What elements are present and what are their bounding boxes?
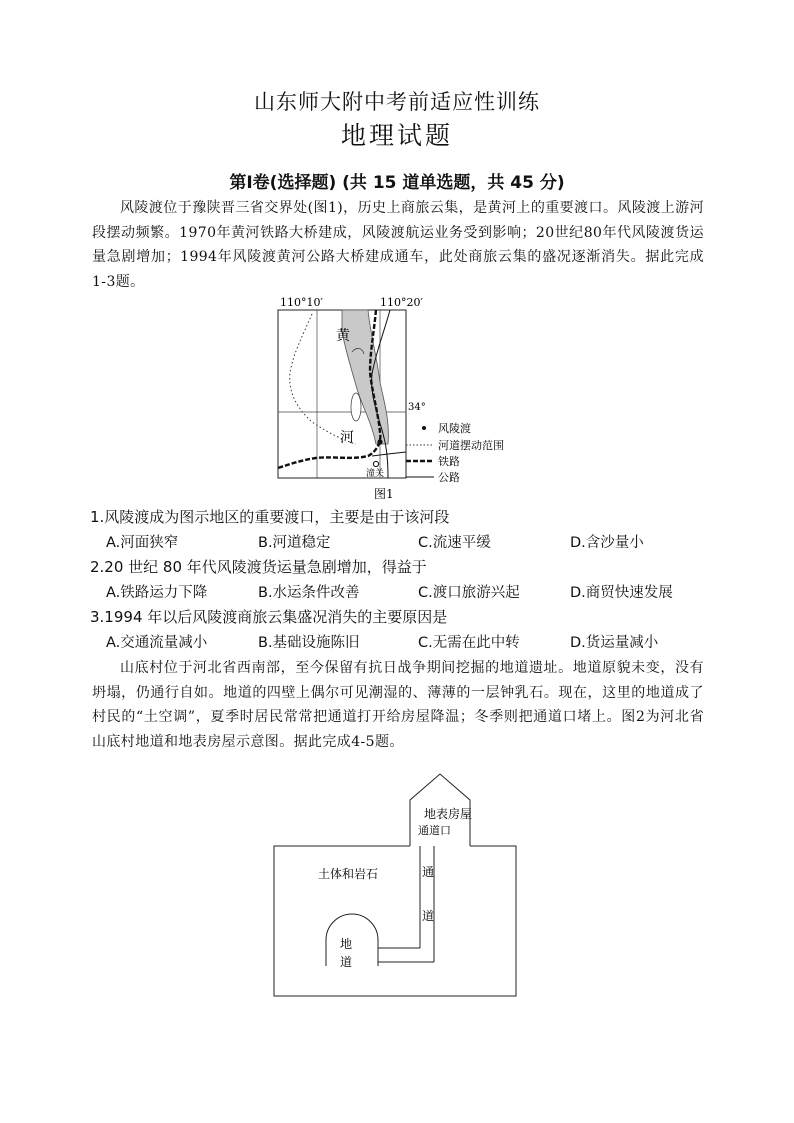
passage-label-1: 通 — [422, 865, 435, 879]
q2-option-c[interactable]: C.渡口旅游兴起 — [418, 585, 520, 601]
passage-1: 风陵渡位于豫陕晋三省交界处(图1)，历史上商旅云集，是黄河上的重要渡口。风陵渡上游河段摆动频繁。1970年黄河铁路大桥建成，风陵渡航运业务受到影响；20世纪80年代风陵渡货运量急剧增加；1994年风陵渡黄河公路大桥建成通车，此处商旅云集的盛况逐渐消失。据此完成1-3题。 — [92, 200, 704, 290]
tongguan-label: 潼关 — [366, 469, 385, 479]
lon-label-left: 110°10′ — [280, 296, 323, 309]
question-2-stem: 2.20 世纪 80 年代风陵渡货运量急剧增加，得益于 — [90, 558, 427, 576]
q3-option-b[interactable]: B.基础设施陈旧 — [258, 635, 360, 651]
lat-label: 34° — [408, 402, 426, 413]
q1-option-b[interactable]: B.河道稳定 — [258, 535, 331, 551]
house-label: 地表房屋 — [424, 807, 473, 821]
q3-option-a[interactable]: A.交通流量减小 — [106, 635, 208, 651]
soil-label: 土体和岩石 — [318, 867, 379, 881]
passage-label-2: 道 — [422, 909, 435, 923]
q1-option-a[interactable]: A.河面狭窄 — [106, 535, 179, 551]
tongguan-point — [373, 461, 378, 466]
legend-swing-label: 河道摆动范围 — [438, 439, 504, 452]
q2-option-d[interactable]: D.商贸快速发展 — [570, 585, 673, 601]
entrance-label: 通道口 — [418, 824, 451, 837]
question-1-stem: 1.风陵渡成为图示地区的重要渡口，主要是由于该河段 — [90, 508, 450, 526]
legend-ferry-label: 风陵渡 — [438, 422, 471, 435]
tunnel-label-1: 地 — [340, 937, 353, 951]
exam-school-title: 山东师大附中考前适应性训练 — [254, 90, 540, 114]
legend-ferry-icon — [422, 426, 426, 430]
river-name-huang: 黄 — [336, 328, 350, 344]
q1-option-d[interactable]: D.含沙量小 — [570, 535, 644, 551]
question-3-stem: 3.1994 年以后风陵渡商旅云集盛况消失的主要原因是 — [90, 608, 448, 626]
lon-label-right: 110°20′ — [380, 296, 423, 309]
q3-option-c[interactable]: C.无需在此中转 — [418, 635, 520, 651]
q2-option-a[interactable]: A.铁路运力下降 — [106, 585, 208, 601]
fengling-ferry-point — [377, 439, 382, 444]
river-island — [351, 393, 361, 421]
legend-highway-label: 公路 — [438, 471, 460, 484]
figure-1-caption: 图1 — [374, 487, 394, 501]
q3-option-d[interactable]: D.货运量减小 — [570, 635, 659, 651]
legend-railway-label: 铁路 — [438, 455, 460, 468]
q1-option-c[interactable]: C.流速平缓 — [418, 535, 491, 551]
tunnel-label-2: 道 — [340, 955, 353, 969]
figure-1-map — [272, 292, 532, 504]
soil-block — [274, 846, 516, 996]
q2-option-b[interactable]: B.水运条件改善 — [258, 585, 360, 601]
section-heading: 第Ⅰ卷(选择题) (共 15 道单选题，共 45 分) — [229, 173, 565, 193]
river-name-he: 河 — [340, 430, 354, 446]
passage-2: 山底村位于河北省西南部，至今保留有抗日战争期间挖掘的地道遗址。地道原貌未变，没有坍塌，仍通行自如。地道的四壁上偶尔可见潮湿的、薄薄的一层钟乳石。现在，这里的地道成了村民的“土空调”，夏季时居民常常把通道打开给房屋降温；冬季则把通道口堵上。图2为河北省山底村地道和地表房屋示意图。据此完成4-5题。 — [92, 660, 704, 750]
exam-subject-title: 地理试题 — [340, 121, 453, 150]
figure-2-diagram — [270, 770, 522, 1000]
highway-branch — [372, 452, 406, 456]
